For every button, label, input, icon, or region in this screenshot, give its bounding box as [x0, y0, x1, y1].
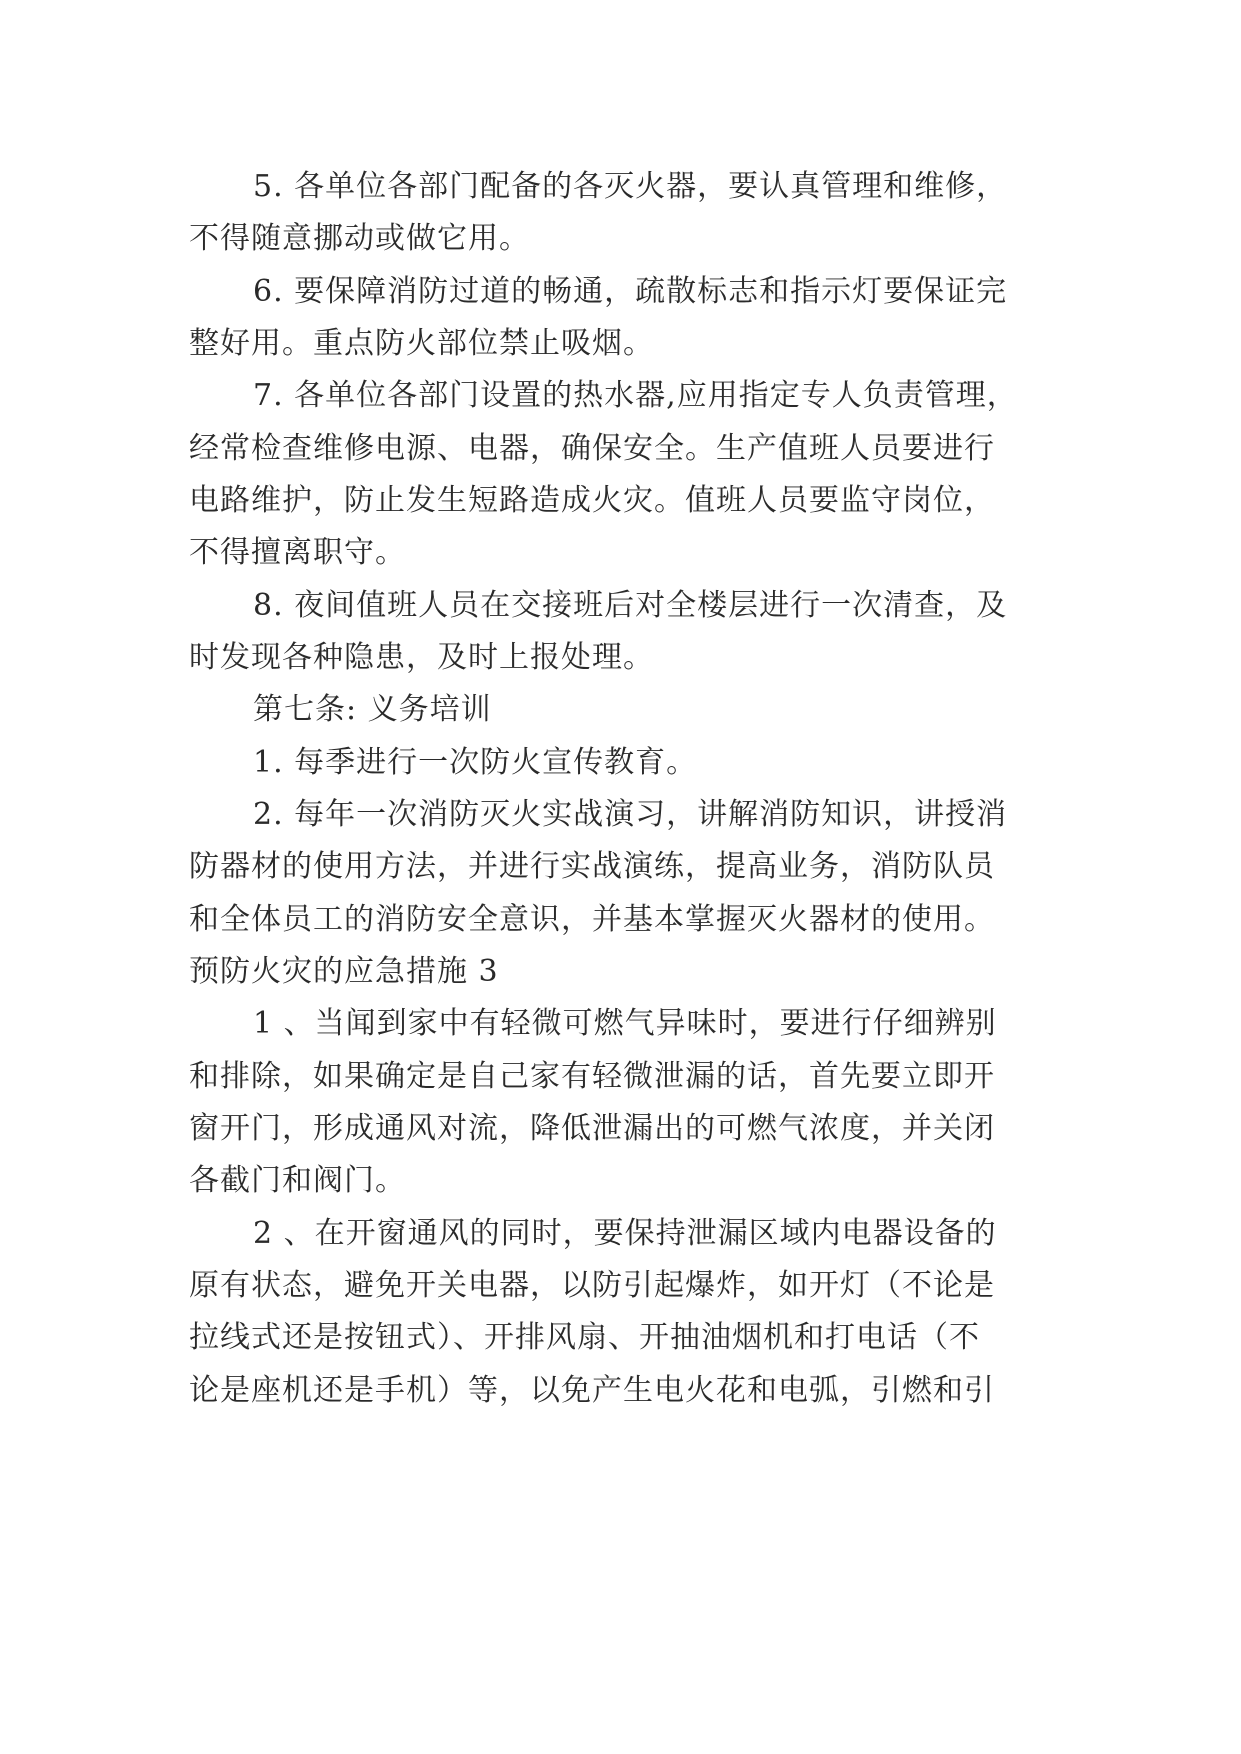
- paragraph-line: 8. 夜间值班人员在交接班后对全楼层进行一次清查，及: [253, 588, 1008, 623]
- paragraph-line: 不得擅离职守。: [189, 535, 406, 570]
- paragraph-line: 电路维护，防止发生短路造成火灾。值班人员要监守岗位，: [189, 483, 995, 518]
- paragraph-line: 拉线式还是按钮式）、开排风扇、开抽油烟机和打电话（不: [189, 1320, 980, 1355]
- paragraph-line: 2 、在开窗通风的同时，要保持泄漏区域内电器设备的: [253, 1216, 997, 1251]
- paragraph-line: 6. 要保障消防过道的畅通，疏散标志和指示灯要保证完: [253, 274, 1008, 309]
- paragraph-line: 7. 各单位各部门设置的热水器,应用指定专人负责管理，: [253, 378, 1018, 413]
- paragraph-line: 整好用。重点防火部位禁止吸烟。: [189, 326, 654, 361]
- section-heading: 预防火灾的应急措施 3: [189, 954, 499, 989]
- paragraph-line: 时发现各种隐患，及时上报处理。: [189, 640, 654, 675]
- paragraph-line: 论是座机还是手机）等，以免产生电火花和电弧，引燃和引: [189, 1373, 995, 1408]
- paragraph-line: 和全体员工的消防安全意识，并基本掌握灭火器材的使用。: [189, 902, 995, 937]
- paragraph-line: 原有状态，避免开关电器，以防引起爆炸，如开灯（不论是: [189, 1268, 995, 1303]
- paragraph-line: 防器材的使用方法，并进行实战演练，提高业务，消防队员: [189, 849, 995, 884]
- paragraph-line: 和排除，如果确定是自己家有轻微泄漏的话，首先要立即开: [189, 1059, 995, 1094]
- paragraph-line: 窗开门，形成通风对流，降低泄漏出的可燃气浓度，并关闭: [189, 1111, 995, 1146]
- paragraph-line: 1 、当闻到家中有轻微可燃气异味时，要进行仔细辨别: [253, 1006, 997, 1041]
- paragraph-line: 各截门和阀门。: [189, 1163, 406, 1198]
- paragraph-line: 不得随意挪动或做它用。: [189, 221, 530, 256]
- paragraph-line: 经常检查维修电源、电器，确保安全。生产值班人员要进行: [189, 431, 995, 466]
- paragraph-line: 2. 每年一次消防灭火实战演习，讲解消防知识，讲授消: [253, 797, 1008, 832]
- paragraph-line: 5. 各单位各部门配备的各灭火器，要认真管理和维修，: [253, 169, 1008, 204]
- paragraph-line: 1. 每季进行一次防火宣传教育。: [253, 745, 698, 780]
- section-heading: 第七条: 义务培训: [253, 692, 492, 727]
